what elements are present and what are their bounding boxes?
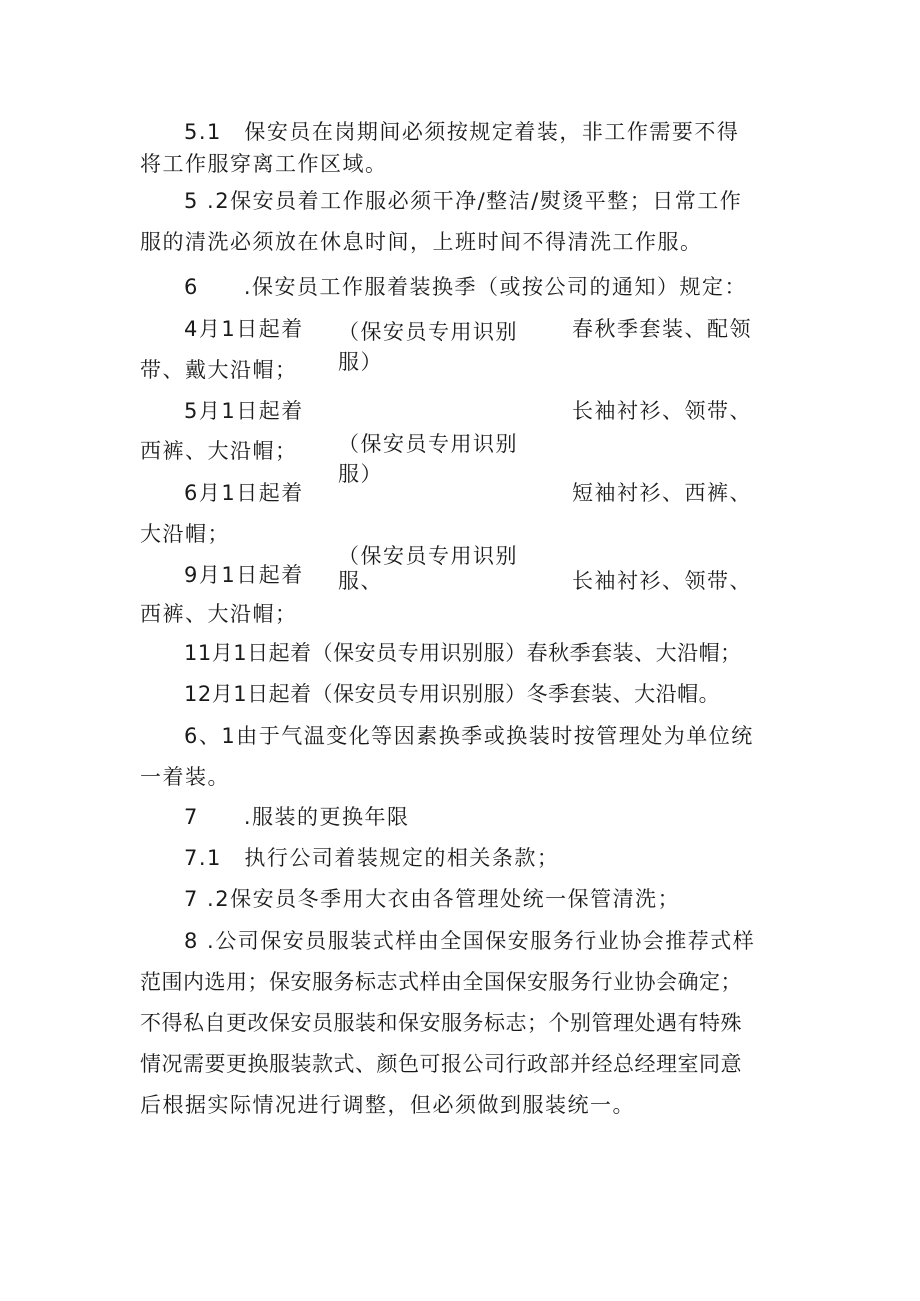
season-row-jun-items: 短袖衬衫、西裤、 — [572, 481, 752, 505]
season-row-apr-date: 4月1日起着 — [184, 317, 304, 341]
season-row-may-items-cont: 西裤、大沿帽； — [140, 439, 298, 463]
season-line-nov: 11月1日起着（保安员专用识别服）春秋季套装、大沿帽； — [184, 641, 742, 665]
season-row-jun-items-cont: 大沿帽； — [140, 522, 230, 546]
season-row-apr-items-cont: 带、戴大沿帽； — [140, 358, 298, 382]
season-row-sep-date: 9月1日起着 — [184, 563, 304, 587]
para-7-2: 7 .2保安员冬季用大衣由各管理处统一保管清洗； — [184, 887, 681, 911]
season-row-sep-items: 长袖衬衫、领带、 — [572, 569, 752, 593]
season-row-may-items: 长袖衬衫、领带、 — [572, 399, 752, 423]
season-row-jun-uniform-cont: 服、 — [338, 569, 383, 593]
season-row-sep-items-cont: 西裤、大沿帽； — [140, 602, 298, 626]
season-row-jun-uniform: （保安员专用识别 — [338, 544, 518, 568]
para-5-2-line2: 服的清洗必须放在休息时间，上班时间不得清洗工作服。 — [140, 230, 703, 254]
para-6-1-line1: 6、1由于气温变化等因素换季或换装时按管理处为单位统 — [184, 724, 754, 748]
para-5-2-line1: 5 .2保安员着工作服必须干净/整洁/熨烫平整；日常工作 — [184, 189, 743, 213]
para-8-line5: 后根据实际情况进行调整，但必须做到服装统一。 — [140, 1093, 635, 1117]
para-8-line3: 不得私自更改保安员服装和保安服务标志；个别管理处遇有特殊 — [140, 1011, 742, 1035]
season-row-may-uniform-cont: 服） — [338, 462, 383, 486]
season-row-apr-uniform: （保安员专用识别 — [338, 320, 518, 344]
para-7-heading: 7 .服装的更换年限 — [184, 805, 410, 829]
para-7-1: 7.1 执行公司着装规定的相关条款； — [184, 846, 560, 870]
season-row-apr-items: 春秋季套装、配领 — [572, 317, 752, 341]
season-row-may-date: 5月1日起着 — [184, 399, 304, 423]
season-row-may-uniform: （保安员专用识别 — [338, 432, 518, 456]
para-8-line1: 8 .公司保安员服装式样由全国保安服务行业协会推荐式样 — [184, 929, 756, 953]
para-6-1-line2: 一着装。 — [140, 765, 230, 789]
para-8-line2: 范围内选用；保安服务标志式样由全国保安服务行业协会确定； — [140, 970, 742, 994]
para-5-1-line1: 5.1 保安员在岗期间必须按规定着装，非工作需要不得 — [184, 120, 740, 144]
para-8-line4: 情况需要更换服装款式、颜色可报公司行政部并经总经理室同意 — [140, 1052, 742, 1076]
para-5-1-line2: 将工作服穿离工作区域。 — [140, 152, 388, 176]
season-row-jun-date: 6月1日起着 — [184, 481, 304, 505]
para-6-heading: 6 .保安员工作服着装换季（或按公司的通知）规定： — [184, 275, 748, 299]
season-row-apr-uniform-cont: 服） — [338, 350, 383, 374]
season-line-dec: 12月1日起着（保安员专用识别服）冬季套装、大沿帽。 — [184, 682, 721, 706]
